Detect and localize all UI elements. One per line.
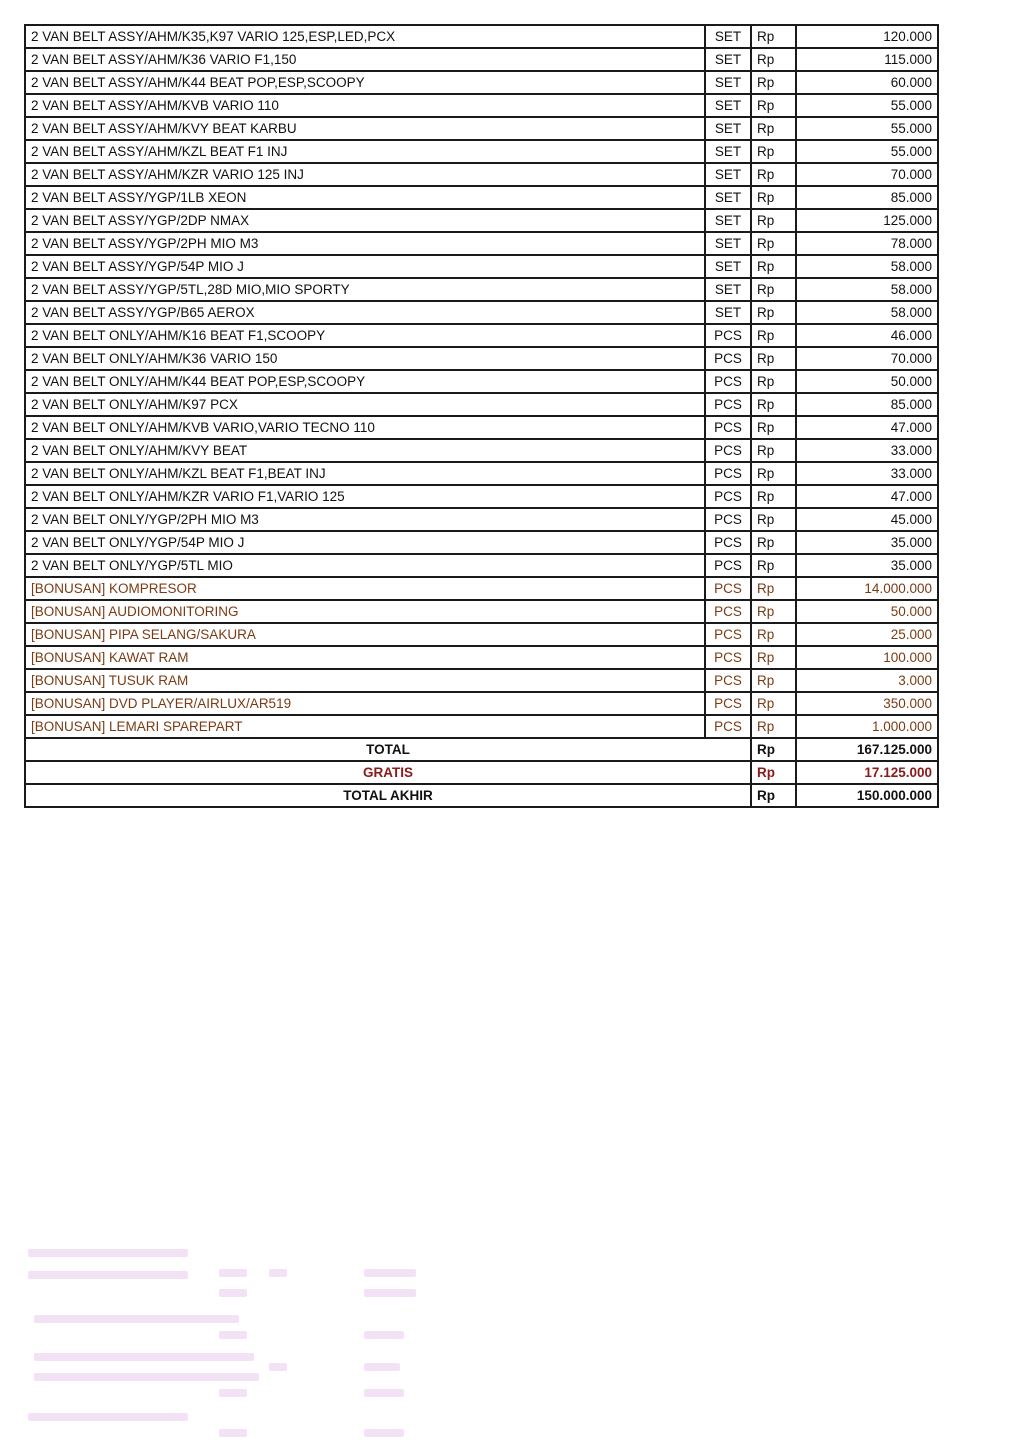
- table-row: [25, 439, 938, 462]
- item-price: 35.000: [796, 531, 938, 554]
- total-akhir-currency: Rp: [751, 784, 796, 807]
- table-row: [25, 531, 938, 554]
- item-price: 33.000: [796, 462, 938, 485]
- item-currency: Rp: [751, 439, 796, 462]
- item-description: [BONUSAN] AUDIOMONITORING: [25, 600, 705, 623]
- item-currency: Rp: [751, 163, 796, 186]
- item-price: 47.000: [796, 485, 938, 508]
- item-currency: Rp: [751, 232, 796, 255]
- item-unit: SET: [705, 117, 751, 140]
- item-price: 50.000: [796, 600, 938, 623]
- bonus-row: [25, 577, 938, 600]
- price-table: [24, 24, 939, 808]
- table-row: [25, 324, 938, 347]
- bonus-items-body: [25, 577, 938, 738]
- gratis-label: GRATIS: [25, 761, 751, 784]
- table-row: [25, 554, 938, 577]
- item-unit: PCS: [705, 324, 751, 347]
- table-row: [25, 301, 938, 324]
- item-price: 120.000: [796, 25, 938, 48]
- item-description: 2 VAN BELT ONLY/AHM/K36 VARIO 150: [25, 347, 705, 370]
- item-currency: Rp: [751, 577, 796, 600]
- item-currency: Rp: [751, 324, 796, 347]
- item-currency: Rp: [751, 508, 796, 531]
- item-description: 2 VAN BELT ASSY/AHM/K44 BEAT POP,ESP,SCOOPY: [25, 71, 705, 94]
- table-row: [25, 370, 938, 393]
- item-currency: Rp: [751, 669, 796, 692]
- item-description: 2 VAN BELT ONLY/YGP/5TL MIO: [25, 554, 705, 577]
- item-unit: PCS: [705, 393, 751, 416]
- item-unit: PCS: [705, 623, 751, 646]
- item-price: 55.000: [796, 140, 938, 163]
- items-body: [25, 25, 938, 577]
- item-description: 2 VAN BELT ONLY/AHM/K16 BEAT F1,SCOOPY: [25, 324, 705, 347]
- item-unit: PCS: [705, 347, 751, 370]
- item-description: 2 VAN BELT ONLY/AHM/KZR VARIO F1,VARIO 125: [25, 485, 705, 508]
- item-description: 2 VAN BELT ONLY/AHM/K97 PCX: [25, 393, 705, 416]
- item-unit: PCS: [705, 508, 751, 531]
- item-description: [BONUSAN] TUSUK RAM: [25, 669, 705, 692]
- item-description: 2 VAN BELT ASSY/YGP/2PH MIO M3: [25, 232, 705, 255]
- table-row: [25, 278, 938, 301]
- item-price: 125.000: [796, 209, 938, 232]
- table-row: [25, 140, 938, 163]
- item-currency: Rp: [751, 347, 796, 370]
- item-price: 1.000.000: [796, 715, 938, 738]
- item-currency: Rp: [751, 255, 796, 278]
- bonus-row: [25, 623, 938, 646]
- item-price: 58.000: [796, 278, 938, 301]
- item-price: 50.000: [796, 370, 938, 393]
- item-description: 2 VAN BELT ASSY/AHM/K35,K97 VARIO 125,ESP,LED,PCX: [25, 25, 705, 48]
- bonus-row: [25, 646, 938, 669]
- item-unit: PCS: [705, 462, 751, 485]
- total-akhir-label: TOTAL AKHIR: [25, 784, 751, 807]
- table-row: [25, 462, 938, 485]
- item-currency: Rp: [751, 715, 796, 738]
- total-currency: Rp: [751, 738, 796, 761]
- item-price: 70.000: [796, 347, 938, 370]
- item-price: 100.000: [796, 646, 938, 669]
- item-unit: PCS: [705, 669, 751, 692]
- table-row: [25, 209, 938, 232]
- table-row: [25, 71, 938, 94]
- table-row: [25, 25, 938, 48]
- item-description: 2 VAN BELT ASSY/YGP/54P MIO J: [25, 255, 705, 278]
- item-price: 60.000: [796, 71, 938, 94]
- item-unit: SET: [705, 94, 751, 117]
- item-currency: Rp: [751, 140, 796, 163]
- item-currency: Rp: [751, 646, 796, 669]
- item-unit: SET: [705, 186, 751, 209]
- bonus-row: [25, 600, 938, 623]
- item-currency: Rp: [751, 71, 796, 94]
- table-row: [25, 232, 938, 255]
- bonus-row: [25, 669, 938, 692]
- total-row: [25, 738, 938, 761]
- item-description: 2 VAN BELT ONLY/YGP/54P MIO J: [25, 531, 705, 554]
- item-currency: Rp: [751, 94, 796, 117]
- item-price: 3.000: [796, 669, 938, 692]
- item-description: 2 VAN BELT ASSY/YGP/5TL,28D MIO,MIO SPORTY: [25, 278, 705, 301]
- item-currency: Rp: [751, 416, 796, 439]
- table-row: [25, 347, 938, 370]
- item-currency: Rp: [751, 692, 796, 715]
- table-row: [25, 416, 938, 439]
- item-description: 2 VAN BELT ASSY/AHM/KVY BEAT KARBU: [25, 117, 705, 140]
- item-unit: SET: [705, 163, 751, 186]
- total-label: TOTAL: [25, 738, 751, 761]
- item-description: 2 VAN BELT ASSY/YGP/B65 AEROX: [25, 301, 705, 324]
- item-price: 45.000: [796, 508, 938, 531]
- item-unit: PCS: [705, 715, 751, 738]
- item-description: [BONUSAN] KOMPRESOR: [25, 577, 705, 600]
- item-unit: PCS: [705, 416, 751, 439]
- item-currency: Rp: [751, 25, 796, 48]
- item-currency: Rp: [751, 370, 796, 393]
- item-description: [BONUSAN] LEMARI SPAREPART: [25, 715, 705, 738]
- item-currency: Rp: [751, 278, 796, 301]
- item-unit: SET: [705, 25, 751, 48]
- summary-body: [25, 738, 938, 807]
- total-value: 167.125.000: [796, 738, 938, 761]
- item-description: 2 VAN BELT ASSY/YGP/1LB XEON: [25, 186, 705, 209]
- item-currency: Rp: [751, 209, 796, 232]
- table-row: [25, 117, 938, 140]
- table-row: [25, 255, 938, 278]
- item-description: [BONUSAN] KAWAT RAM: [25, 646, 705, 669]
- item-price: 14.000.000: [796, 577, 938, 600]
- item-unit: PCS: [705, 554, 751, 577]
- item-price: 350.000: [796, 692, 938, 715]
- item-description: 2 VAN BELT ASSY/AHM/KZL BEAT F1 INJ: [25, 140, 705, 163]
- item-price: 55.000: [796, 117, 938, 140]
- total-akhir-value: 150.000.000: [796, 784, 938, 807]
- table-row: [25, 485, 938, 508]
- item-price: 25.000: [796, 623, 938, 646]
- item-description: [BONUSAN] PIPA SELANG/SAKURA: [25, 623, 705, 646]
- item-description: 2 VAN BELT ASSY/AHM/KZR VARIO 125 INJ: [25, 163, 705, 186]
- item-description: 2 VAN BELT ASSY/AHM/KVB VARIO 110: [25, 94, 705, 117]
- bonus-row: [25, 692, 938, 715]
- item-description: 2 VAN BELT ONLY/AHM/KVB VARIO,VARIO TECNO 110: [25, 416, 705, 439]
- table-row: [25, 48, 938, 71]
- item-price: 47.000: [796, 416, 938, 439]
- item-unit: PCS: [705, 646, 751, 669]
- item-currency: Rp: [751, 117, 796, 140]
- item-currency: Rp: [751, 48, 796, 71]
- item-description: [BONUSAN] DVD PLAYER/AIRLUX/AR519: [25, 692, 705, 715]
- item-currency: Rp: [751, 301, 796, 324]
- item-price: 33.000: [796, 439, 938, 462]
- item-unit: SET: [705, 255, 751, 278]
- bonus-row: [25, 715, 938, 738]
- item-currency: Rp: [751, 485, 796, 508]
- item-unit: SET: [705, 301, 751, 324]
- item-price: 58.000: [796, 301, 938, 324]
- item-unit: SET: [705, 48, 751, 71]
- item-unit: SET: [705, 140, 751, 163]
- item-description: 2 VAN BELT ASSY/YGP/2DP NMAX: [25, 209, 705, 232]
- item-price: 70.000: [796, 163, 938, 186]
- item-currency: Rp: [751, 600, 796, 623]
- table-row: [25, 393, 938, 416]
- item-description: 2 VAN BELT ONLY/AHM/KVY BEAT: [25, 439, 705, 462]
- item-currency: Rp: [751, 531, 796, 554]
- faint-bleed-through: [24, 1245, 424, 1445]
- item-unit: SET: [705, 232, 751, 255]
- table-row: [25, 163, 938, 186]
- item-price: 115.000: [796, 48, 938, 71]
- item-price: 85.000: [796, 393, 938, 416]
- item-unit: PCS: [705, 531, 751, 554]
- item-unit: PCS: [705, 485, 751, 508]
- total-akhir-row: [25, 784, 938, 807]
- item-description: 2 VAN BELT ONLY/YGP/2PH MIO M3: [25, 508, 705, 531]
- item-description: 2 VAN BELT ONLY/AHM/K44 BEAT POP,ESP,SCOOPY: [25, 370, 705, 393]
- item-price: 55.000: [796, 94, 938, 117]
- item-description: 2 VAN BELT ONLY/AHM/KZL BEAT F1,BEAT INJ: [25, 462, 705, 485]
- item-price: 58.000: [796, 255, 938, 278]
- item-currency: Rp: [751, 393, 796, 416]
- item-currency: Rp: [751, 186, 796, 209]
- table-row: [25, 186, 938, 209]
- item-description: 2 VAN BELT ASSY/AHM/K36 VARIO F1,150: [25, 48, 705, 71]
- item-unit: PCS: [705, 577, 751, 600]
- table-row: [25, 94, 938, 117]
- gratis-value: 17.125.000: [796, 761, 938, 784]
- item-price: 78.000: [796, 232, 938, 255]
- item-unit: PCS: [705, 370, 751, 393]
- item-currency: Rp: [751, 554, 796, 577]
- item-unit: PCS: [705, 600, 751, 623]
- item-unit: PCS: [705, 692, 751, 715]
- item-price: 85.000: [796, 186, 938, 209]
- item-currency: Rp: [751, 623, 796, 646]
- item-currency: Rp: [751, 462, 796, 485]
- gratis-currency: Rp: [751, 761, 796, 784]
- item-unit: PCS: [705, 439, 751, 462]
- item-price: 35.000: [796, 554, 938, 577]
- item-unit: SET: [705, 278, 751, 301]
- gratis-row: [25, 761, 938, 784]
- item-price: 46.000: [796, 324, 938, 347]
- item-unit: SET: [705, 71, 751, 94]
- table-row: [25, 508, 938, 531]
- item-unit: SET: [705, 209, 751, 232]
